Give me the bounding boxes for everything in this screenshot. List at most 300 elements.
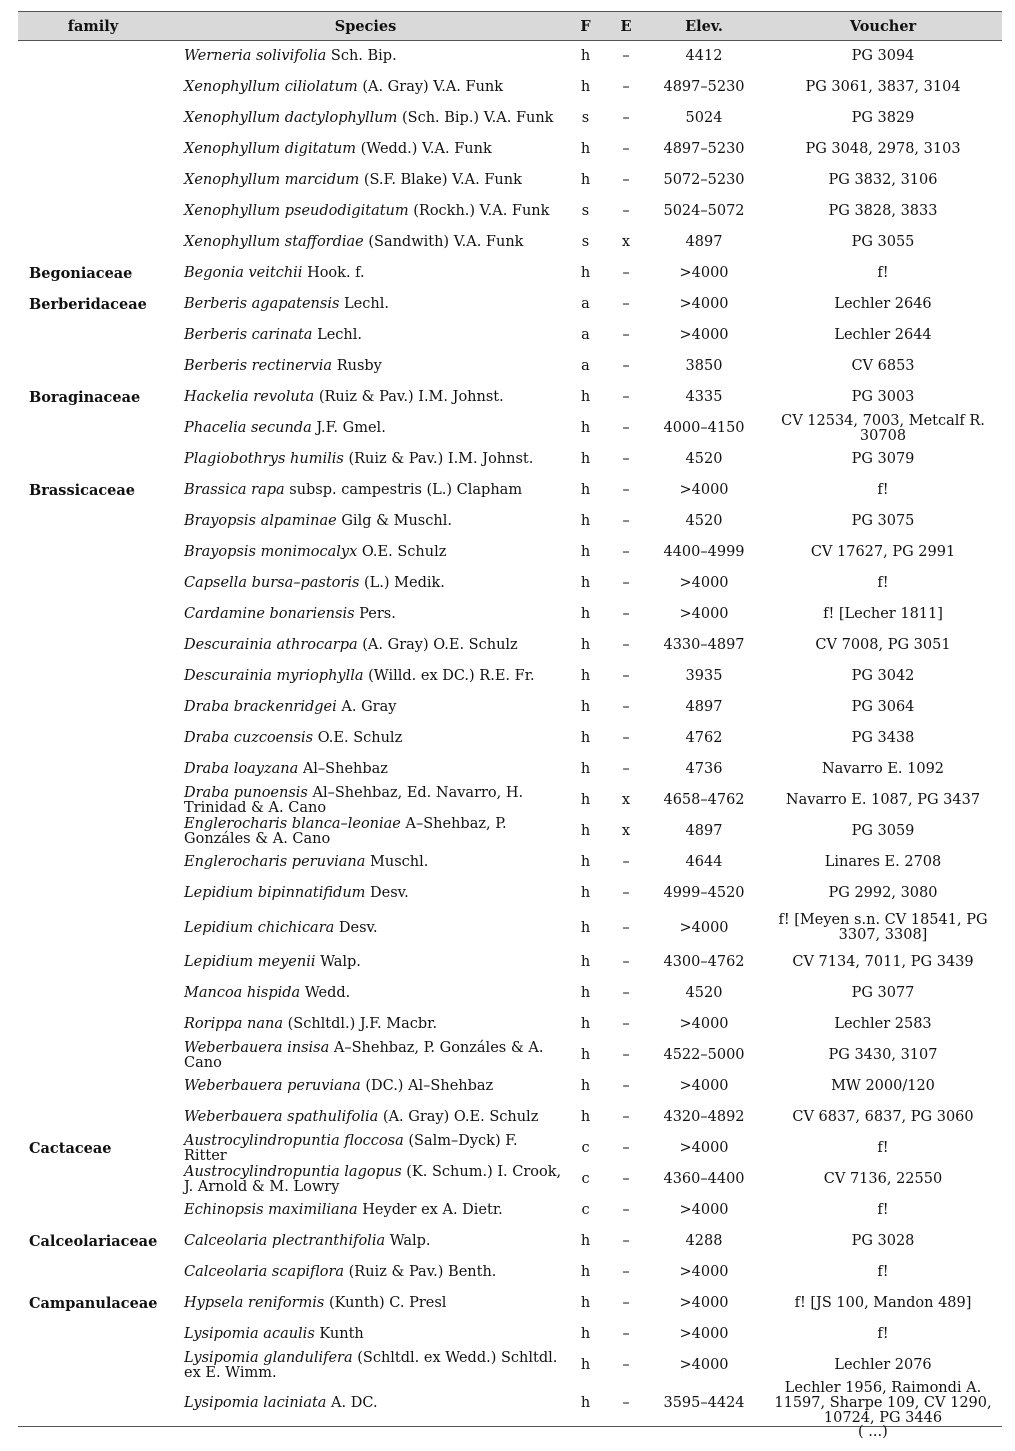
- voucher-text: f!: [877, 265, 889, 281]
- species-author: (Sch. Bip.) V.A. Funk: [401, 110, 554, 126]
- elevation-cell: >4000: [679, 296, 729, 312]
- endemic-cell: –: [622, 389, 630, 405]
- life-form-cell: a: [581, 296, 590, 312]
- species-name: Lepidium bipinnatifidum: [184, 885, 366, 901]
- table-row: [18, 289, 1002, 320]
- species-cell: [168, 72, 563, 103]
- life-form-cell: s: [581, 234, 590, 250]
- voucher-cell: [764, 444, 1002, 475]
- endemic-cell: –: [622, 1233, 630, 1249]
- family-cell: [18, 878, 168, 909]
- elevation-cell: >4000: [679, 482, 729, 498]
- family-cell: [18, 754, 168, 785]
- life-form-cell: s: [581, 203, 590, 219]
- species-cell: [168, 816, 563, 847]
- species-cell: [168, 1164, 563, 1195]
- elevation-cell: 5024–5072: [663, 203, 745, 219]
- species-name: Englerocharis peruviana: [184, 854, 366, 870]
- voucher-text: PG 3055: [851, 234, 915, 250]
- family-cell: [18, 630, 168, 661]
- family-cell: [18, 599, 168, 630]
- life-form-cell: h: [580, 1326, 591, 1342]
- life-form-cell: h: [580, 985, 591, 1001]
- species-name: Lepidium meyenii: [184, 954, 316, 970]
- elevation-cell: 4897–5230: [663, 79, 745, 95]
- elevation-cell: >4000: [679, 919, 729, 936]
- voucher-cell: [764, 1164, 1002, 1195]
- table-row: [18, 134, 1002, 165]
- endemic-cell: –: [622, 761, 630, 777]
- table-row: [18, 1009, 1002, 1040]
- voucher-text: f!: [877, 1326, 889, 1342]
- species-author: Al–Shehbaz: [302, 761, 388, 777]
- species-author: Al–Shehbaz, Ed. Navarro, H. Trinidad & A. Cano: [184, 784, 524, 816]
- species-author: Wedd.: [304, 985, 351, 1001]
- elevation-cell: >4000: [679, 575, 729, 591]
- species-cell: [168, 1257, 563, 1288]
- elevation-cell: 3595–4424: [644, 1381, 764, 1427]
- family-cell: [18, 351, 168, 382]
- voucher-text: f!: [877, 482, 889, 498]
- species-cell: [168, 289, 563, 320]
- table-row: [18, 444, 1002, 475]
- table-row: [18, 165, 1002, 196]
- voucher-text: f! [JS 100, Mandon 489]: [794, 1295, 972, 1311]
- family-cell: [18, 134, 168, 165]
- species-author: (Rockh.) V.A. Funk: [413, 203, 550, 219]
- life-form-cell: h: [580, 954, 591, 970]
- family-cell: Berberidaceae: [29, 296, 147, 313]
- table-row: [18, 1381, 1002, 1427]
- family-cell: [18, 41, 168, 73]
- endemic-cell: –: [622, 110, 630, 126]
- voucher-text: Linares E. 2708: [824, 854, 942, 870]
- life-form-cell: h: [563, 1381, 608, 1427]
- family-cell: Begoniaceae: [29, 265, 133, 282]
- family-cell: [18, 506, 168, 537]
- species-name: Xenophyllum pseudodigitatum: [184, 203, 409, 219]
- voucher-cell: [764, 103, 1002, 134]
- species-name: Berberis rectinervia: [184, 358, 333, 374]
- voucher-text: PG 3438: [851, 730, 915, 746]
- voucher-cell: [764, 1195, 1002, 1226]
- voucher-cell: [764, 1133, 1002, 1164]
- life-form-cell: h: [580, 1264, 591, 1280]
- species-cell: [168, 351, 563, 382]
- species-cell: [168, 692, 563, 723]
- family-cell: [18, 537, 168, 568]
- elevation-cell: 5072–5230: [663, 172, 745, 188]
- family-cell: [18, 1257, 168, 1288]
- table-row: [18, 754, 1002, 785]
- species-name: Cardamine bonariensis: [184, 606, 355, 622]
- family-cell: Calceolariaceae: [29, 1233, 158, 1250]
- table-row: [18, 978, 1002, 1009]
- species-author: O.E. Schulz: [317, 730, 403, 746]
- life-form-cell: a: [581, 327, 590, 343]
- species-name: Phacelia secunda: [184, 420, 312, 436]
- endemic-cell: –: [622, 985, 630, 1001]
- endemic-cell: –: [622, 358, 630, 374]
- species-author: (Wedd.) V.A. Funk: [360, 141, 492, 157]
- header-species: Species: [168, 12, 563, 41]
- species-name: Rorippa nana: [184, 1016, 284, 1032]
- elevation-cell: 4520: [685, 985, 723, 1001]
- species-cell: [168, 1195, 563, 1226]
- elevation-cell: 4658–4762: [663, 792, 745, 808]
- voucher-cell: [764, 754, 1002, 785]
- species-name: Berberis carinata: [184, 327, 313, 343]
- endemic-cell: –: [622, 1140, 630, 1156]
- species-name: Lysipomia glandulifera: [184, 1349, 353, 1366]
- species-author: J.F. Gmel.: [316, 420, 386, 436]
- species-cell: [168, 754, 563, 785]
- family-cell: [18, 1102, 168, 1133]
- voucher-text: PG 3061, 3837, 3104: [805, 79, 961, 95]
- voucher-text: PG 3048, 2978, 3103: [805, 141, 961, 157]
- voucher-text: PG 3828, 3833: [828, 203, 938, 219]
- continued-marker: ( ...): [858, 1424, 888, 1440]
- species-author: (Salm–Dyck) F. Ritter: [184, 1132, 518, 1164]
- voucher-text: Lechler 2076: [834, 1357, 932, 1373]
- family-cell: [18, 1164, 168, 1195]
- species-name: Englerocharis blanca–leoniae: [184, 815, 401, 832]
- table-row: [18, 723, 1002, 754]
- voucher-cell: [764, 1350, 1002, 1381]
- species-name: Draba punoensis: [184, 784, 308, 801]
- species-cell: [168, 134, 563, 165]
- species-author: (Sandwith) V.A. Funk: [368, 234, 524, 250]
- life-form-cell: h: [580, 1109, 591, 1125]
- table-row: [18, 351, 1002, 382]
- voucher-text: f!: [877, 1202, 889, 1218]
- family-cell: [18, 1009, 168, 1040]
- elevation-cell: 4897: [685, 699, 723, 715]
- elevation-cell: 4335: [685, 389, 723, 405]
- voucher-cell: [764, 978, 1002, 1009]
- species-name: Brayopsis monimocalyx: [184, 544, 358, 560]
- voucher-cell: [764, 134, 1002, 165]
- elevation-cell: 4736: [685, 761, 723, 777]
- species-cell: [168, 1133, 563, 1164]
- species-cell: [168, 1350, 563, 1381]
- table-row: [18, 1071, 1002, 1102]
- species-name: Austrocylindropuntia floccosa: [184, 1132, 404, 1149]
- species-name: Brassica rapa: [184, 482, 285, 498]
- voucher-cell: [764, 785, 1002, 816]
- elevation-cell: >4000: [679, 327, 729, 343]
- life-form-cell: h: [580, 854, 591, 870]
- elevation-cell: 4520: [685, 451, 723, 467]
- voucher-text: PG 3077: [851, 985, 915, 1001]
- voucher-text: Navarro E. 1087, PG 3437: [785, 792, 981, 808]
- life-form-cell: c: [581, 1140, 590, 1156]
- voucher-text: f! [Meyen s.n. CV 18541, PG 3307, 3308]: [778, 912, 988, 943]
- species-author: (Kunth) C. Presl: [329, 1295, 447, 1311]
- species-name: Calceolaria scapiflora: [184, 1264, 345, 1280]
- species-author: Desv.: [370, 885, 409, 901]
- voucher-text: CV 12534, 7003, Metcalf R. 30708: [781, 412, 985, 444]
- voucher-text: PG 3028: [851, 1233, 915, 1249]
- voucher-text: PG 3430, 3107: [828, 1047, 938, 1063]
- species-author: Sch. Bip.: [330, 48, 397, 64]
- family-cell: [18, 72, 168, 103]
- endemic-cell: –: [622, 606, 630, 622]
- endemic-cell: –: [622, 172, 630, 188]
- species-name: Xenophyllum dactylophyllum: [184, 110, 398, 126]
- voucher-cell: [764, 196, 1002, 227]
- species-cell: [168, 1071, 563, 1102]
- voucher-cell: [764, 692, 1002, 723]
- life-form-cell: h: [580, 1357, 591, 1373]
- species-name: Draba loayzana: [184, 761, 299, 777]
- voucher-cell: [764, 227, 1002, 258]
- species-cell: [168, 1288, 563, 1319]
- elevation-cell: 3850: [685, 358, 723, 374]
- endemic-cell: –: [622, 1109, 630, 1125]
- species-author: O.E. Schulz: [361, 544, 447, 560]
- species-author: Pers.: [359, 606, 396, 622]
- voucher-cell: [764, 816, 1002, 847]
- elevation-cell: 4360–4400: [663, 1171, 745, 1187]
- table-row: [18, 475, 1002, 506]
- life-form-cell: h: [580, 1078, 591, 1094]
- endemic-cell: –: [622, 482, 630, 498]
- species-author: (S.F. Blake) V.A. Funk: [363, 172, 522, 188]
- species-cell: [168, 41, 563, 73]
- family-cell: [18, 103, 168, 134]
- species-name: Lysipomia laciniata: [184, 1395, 327, 1411]
- elevation-cell: >4000: [679, 1264, 729, 1280]
- header-elev: Elev.: [644, 12, 764, 41]
- endemic-cell: x: [621, 234, 631, 250]
- endemic-cell: –: [622, 48, 630, 64]
- voucher-text: PG 3042: [851, 668, 915, 684]
- species-cell: [168, 165, 563, 196]
- species-name: Weberbauera insisa: [184, 1039, 330, 1056]
- species-name: Plagiobothrys humilis: [184, 451, 344, 467]
- species-author: A. DC.: [331, 1395, 378, 1411]
- species-author: Lechl.: [317, 327, 362, 343]
- species-name: Brayopsis alpaminae: [184, 513, 337, 529]
- family-cell: [18, 661, 168, 692]
- endemic-cell: –: [622, 1016, 630, 1032]
- species-cell: [168, 1102, 563, 1133]
- voucher-text: PG 3064: [851, 699, 915, 715]
- species-author: Heyder ex A. Dietr.: [362, 1202, 503, 1218]
- life-form-cell: h: [580, 451, 591, 467]
- table-row: [18, 1350, 1002, 1381]
- family-cell: [18, 165, 168, 196]
- endemic-cell: –: [622, 699, 630, 715]
- voucher-cell: [764, 599, 1002, 630]
- family-cell: Boraginaceae: [29, 389, 141, 406]
- voucher-cell: [764, 1288, 1002, 1319]
- species-author: subsp. campestris (L.) Clapham: [289, 482, 523, 498]
- voucher-text: CV 7134, 7011, PG 3439: [792, 954, 974, 970]
- voucher-text: Lechler 1956, Raimondi A. 11597, Sharpe 109, CV 1290, 10724, PG 3446: [774, 1380, 992, 1426]
- table-row: [18, 196, 1002, 227]
- species-table: [18, 11, 1002, 1427]
- voucher-cell: [764, 878, 1002, 909]
- table-row: [18, 661, 1002, 692]
- endemic-cell: –: [622, 730, 630, 746]
- species-cell: [168, 1226, 563, 1257]
- table-row: [18, 847, 1002, 878]
- elevation-cell: >4000: [679, 1016, 729, 1032]
- species-cell: [168, 537, 563, 568]
- header-family: family: [18, 12, 168, 41]
- elevation-cell: 4300–4762: [663, 954, 745, 970]
- endemic-cell: x: [621, 792, 631, 808]
- species-author: Muschl.: [370, 854, 429, 870]
- table-row: [18, 1133, 1002, 1164]
- life-form-cell: h: [580, 513, 591, 529]
- table-row: [18, 258, 1002, 289]
- voucher-text: CV 7008, PG 3051: [815, 637, 951, 653]
- species-cell: [168, 1381, 563, 1427]
- species-name: Xenophyllum staffordiae: [184, 234, 364, 250]
- table-row: [18, 692, 1002, 723]
- table-row: [18, 506, 1002, 537]
- voucher-cell: [764, 568, 1002, 599]
- voucher-text: f!: [877, 1264, 889, 1280]
- life-form-cell: h: [580, 637, 591, 653]
- table-row: [18, 537, 1002, 568]
- species-name: Weberbauera spathulifolia: [184, 1109, 379, 1125]
- species-cell: [168, 1319, 563, 1350]
- species-author: (A. Gray) O.E. Schulz: [382, 1109, 539, 1125]
- table-row: [18, 1319, 1002, 1350]
- species-name: Hypsela reniformis: [184, 1295, 325, 1311]
- species-cell: [168, 947, 563, 978]
- species-name: Descurainia myriophylla: [184, 668, 364, 684]
- endemic-cell: –: [622, 668, 630, 684]
- voucher-cell: [764, 165, 1002, 196]
- life-form-cell: h: [580, 761, 591, 777]
- voucher-cell: [764, 351, 1002, 382]
- endemic-cell: x: [621, 823, 631, 839]
- family-cell: [18, 723, 168, 754]
- species-cell: [168, 599, 563, 630]
- species-author: Desv.: [338, 919, 378, 936]
- species-cell: [168, 258, 563, 289]
- elevation-cell: >4000: [679, 1357, 729, 1373]
- table-row: [18, 878, 1002, 909]
- species-name: Draba cuzcoensis: [184, 730, 314, 746]
- species-name: Berberis agapatensis: [184, 296, 340, 312]
- voucher-text: PG 3832, 3106: [828, 172, 938, 188]
- voucher-cell: [764, 847, 1002, 878]
- endemic-cell: –: [608, 1381, 644, 1427]
- elevation-cell: 4999–4520: [663, 885, 745, 901]
- elevation-cell: 4762: [685, 730, 723, 746]
- table-row: [18, 599, 1002, 630]
- table-row: [18, 103, 1002, 134]
- family-cell: [18, 1195, 168, 1226]
- endemic-cell: –: [622, 575, 630, 591]
- voucher-cell: [764, 947, 1002, 978]
- family-cell: [18, 947, 168, 978]
- family-cell: [18, 568, 168, 599]
- species-author: (DC.) Al–Shehbaz: [365, 1078, 494, 1094]
- species-name: Echinopsis maximiliana: [184, 1202, 358, 1218]
- voucher-text: PG 2992, 3080: [828, 885, 938, 901]
- endemic-cell: –: [622, 1078, 630, 1094]
- family-cell: [18, 413, 168, 444]
- life-form-cell: h: [580, 575, 591, 591]
- table-row: [18, 785, 1002, 816]
- elevation-cell: 4400–4999: [663, 544, 745, 560]
- endemic-cell: –: [622, 1264, 630, 1280]
- endemic-cell: –: [622, 265, 630, 281]
- elevation-cell: 4520: [685, 513, 723, 529]
- species-cell: [168, 661, 563, 692]
- endemic-cell: –: [622, 451, 630, 467]
- life-form-cell: s: [581, 110, 590, 126]
- table-row: [18, 72, 1002, 103]
- endemic-cell: –: [622, 1047, 630, 1063]
- family-cell: [18, 909, 168, 947]
- species-author: Hook. f.: [307, 265, 365, 281]
- voucher-text: Lechler 2644: [834, 327, 932, 343]
- family-cell: [18, 847, 168, 878]
- endemic-cell: –: [622, 513, 630, 529]
- elevation-cell: 4000–4150: [663, 420, 745, 436]
- header-voucher: Voucher: [764, 12, 1002, 41]
- endemic-cell: –: [622, 1357, 630, 1373]
- species-cell: [168, 444, 563, 475]
- life-form-cell: h: [580, 141, 591, 157]
- species-cell: [168, 475, 563, 506]
- table-row: [18, 816, 1002, 847]
- species-name: Xenophyllum marcidum: [184, 172, 360, 188]
- family-cell: [18, 1381, 168, 1427]
- family-cell: [18, 1040, 168, 1071]
- species-cell: [168, 723, 563, 754]
- family-cell: [18, 320, 168, 351]
- species-author: (Ruiz & Pav.) I.M. Johnst.: [318, 389, 504, 405]
- endemic-cell: –: [622, 141, 630, 157]
- voucher-text: Lechler 2646: [834, 296, 932, 312]
- species-author: (Schltdl. ex Wedd.) Schltdl. ex E. Wimm.: [184, 1349, 558, 1381]
- life-form-cell: h: [580, 1016, 591, 1032]
- life-form-cell: h: [580, 668, 591, 684]
- voucher-cell: [764, 661, 1002, 692]
- table-row: [18, 227, 1002, 258]
- elevation-cell: 4644: [685, 854, 723, 870]
- table-row: [18, 1288, 1002, 1319]
- endemic-cell: –: [622, 203, 630, 219]
- family-cell: Campanulaceae: [29, 1295, 158, 1312]
- table-row: [18, 630, 1002, 661]
- voucher-cell: [764, 1381, 1002, 1427]
- table-row: [18, 568, 1002, 599]
- endemic-cell: –: [622, 327, 630, 343]
- voucher-text: PG 3059: [851, 823, 915, 839]
- voucher-cell: [764, 1071, 1002, 1102]
- voucher-cell: [764, 537, 1002, 568]
- voucher-text: f!: [877, 1140, 889, 1156]
- voucher-cell: [764, 1319, 1002, 1350]
- life-form-cell: h: [580, 730, 591, 746]
- species-name: Begonia veitchii: [184, 265, 303, 281]
- voucher-text: PG 3829: [851, 110, 915, 126]
- endemic-cell: –: [622, 1202, 630, 1218]
- life-form-cell: h: [580, 1233, 591, 1249]
- table-row: [18, 382, 1002, 413]
- species-cell: [168, 878, 563, 909]
